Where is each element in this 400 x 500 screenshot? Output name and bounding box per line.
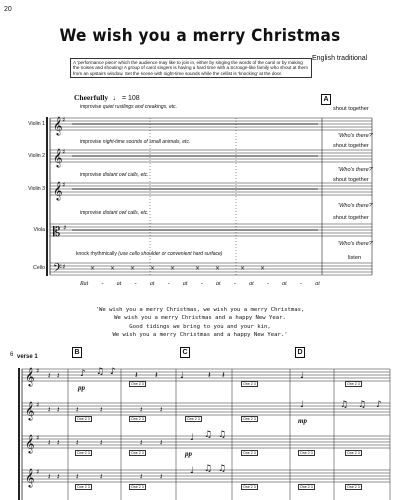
syllable: at: [149, 281, 155, 287]
svg-text:♯: ♯: [62, 263, 66, 271]
svg-text:𝄽: 𝄽: [140, 438, 143, 447]
svg-text:♯: ♯: [62, 181, 66, 189]
svg-text:𝄽: 𝄽: [140, 405, 143, 414]
svg-text:𝄽: 𝄽: [76, 438, 79, 447]
improvise-text: quiet rustlings and creakings, etc.: [102, 104, 178, 110]
svg-text:𝄽: 𝄽: [48, 472, 51, 481]
svg-text:♩: ♩: [180, 371, 185, 381]
svg-text:♫: ♫: [204, 464, 213, 474]
whos-there-4: 'Who's there?': [338, 241, 373, 247]
svg-text:♫: ♫: [218, 430, 227, 440]
count-box: One 2 3: [243, 451, 256, 455]
whos-there-2: 'Who's there?': [338, 167, 373, 173]
svg-text:𝄽: 𝄽: [48, 438, 51, 447]
svg-text:𝄽: 𝄽: [100, 438, 103, 447]
verse-label: verse 1: [17, 354, 38, 360]
svg-text:×: ×: [260, 265, 266, 272]
count-box: One 2 3: [347, 485, 360, 489]
knock-label: knock rhythmically: [76, 251, 117, 257]
svg-text:♪: ♪: [376, 400, 382, 410]
instrument-label-violin1: Violin 1: [28, 121, 45, 127]
svg-text:♩: ♩: [300, 400, 305, 410]
knock-note: (use cello shoulder or convenient hard surface): [118, 251, 223, 257]
treble-clef-icon: 𝄞: [25, 401, 35, 420]
rehearsal-mark-c: C: [180, 347, 190, 358]
dynamic-mp: mp: [298, 417, 307, 425]
svg-text:♩: ♩: [190, 466, 195, 476]
lyric-line: We wish you a merry Christmas and a happy New Year.': [112, 331, 288, 338]
treble-clef-icon: 𝄞: [25, 434, 35, 453]
svg-text:♫: ♫: [218, 464, 227, 474]
syllable: -: [101, 281, 104, 287]
svg-text:𝄽: 𝄽: [222, 371, 225, 381]
count-box: One 2 3: [347, 382, 360, 386]
syllable: -: [200, 281, 203, 287]
svg-text:×: ×: [150, 265, 156, 272]
svg-text:×: ×: [130, 265, 136, 272]
svg-text:♯: ♯: [62, 148, 66, 156]
rehearsal-mark-a: A: [321, 94, 331, 105]
instrument-label-violin2: Violin 2: [28, 153, 45, 159]
treble-clef-icon: 𝄞: [25, 468, 35, 487]
svg-text:𝄽: 𝄽: [57, 405, 60, 414]
whos-there-3: 'Who's there?': [338, 203, 373, 209]
page-title: We wish you a merry Christmas: [59, 26, 341, 46]
dynamic-pp-2: pp: [185, 450, 192, 458]
svg-text:♩: ♩: [300, 371, 305, 381]
svg-text:𝄽: 𝄽: [48, 405, 51, 414]
listen-direction: listen: [348, 255, 362, 261]
improvise-label: improvise: [80, 172, 102, 178]
alto-clef-icon: 𝄡: [53, 225, 61, 240]
syllable: -: [167, 281, 170, 287]
measure-number: 6: [10, 352, 14, 358]
count-box: One 2 3: [131, 485, 144, 489]
rehearsal-mark-b: B: [72, 347, 82, 358]
count-box: One 2 3: [77, 485, 90, 489]
improvise-label: improvise: [80, 104, 102, 110]
syllable: at: [182, 281, 188, 287]
svg-text:♯: ♯: [36, 367, 40, 375]
svg-text:𝄽: 𝄽: [160, 472, 163, 481]
count-box: One 2 3: [243, 382, 256, 386]
count-box: One 2 3: [243, 417, 256, 421]
svg-text:×: ×: [240, 265, 246, 272]
svg-text:𝄽: 𝄽: [76, 405, 79, 414]
syllable: Rat: [80, 281, 89, 287]
count-box: One 2 3: [300, 485, 313, 489]
svg-text:♯: ♯: [63, 224, 67, 232]
staff-s2-1: [22, 369, 390, 381]
svg-text:𝄽: 𝄽: [100, 472, 103, 481]
svg-text:×: ×: [195, 265, 201, 272]
bass-clef-icon: 𝄢: [53, 262, 63, 278]
count-box: One 2 3: [243, 485, 256, 489]
page-number: 20: [4, 6, 12, 13]
lyric-line: We wish you a merry Christmas and a happy New Year.: [114, 315, 286, 322]
instrument-label-viola: Viola: [33, 227, 45, 233]
svg-text:×: ×: [215, 265, 221, 272]
improvise-text: distant owl calls, etc.: [102, 172, 149, 178]
svg-text:♫: ♫: [358, 400, 367, 410]
shout-together-3: shout together: [333, 177, 369, 183]
count-box: One 2 3: [77, 417, 90, 421]
improvise-text: night-time sounds of small animals, etc.: [102, 139, 191, 145]
svg-text:𝄽: 𝄽: [160, 438, 163, 447]
syllable: at: [282, 281, 287, 287]
tempo-word: Cheerfully: [74, 93, 109, 102]
count-box: One 2 3: [187, 417, 200, 421]
svg-text:♯: ♯: [36, 401, 40, 409]
svg-text:𝄽: 𝄽: [57, 472, 60, 481]
instrument-label-cello: Cello: [33, 265, 45, 271]
svg-text:𝄽: 𝄽: [135, 371, 138, 381]
count-box: One 2 3: [77, 451, 90, 455]
count-box: One 2 3: [131, 382, 144, 386]
svg-text:×: ×: [170, 265, 176, 272]
rehearsal-mark-d: D: [295, 347, 305, 358]
treble-clef-icon: 𝄞: [53, 181, 63, 200]
shout-together-2: shout together: [333, 143, 369, 149]
lyric-line: 'We wish you a merry Christmas, we wish you a merry Christmas,: [95, 307, 305, 313]
syllable: -: [300, 281, 303, 287]
lyric-line: Good tidings we bring to you and your kin,: [129, 323, 271, 330]
treble-clef-icon: 𝄞: [53, 116, 63, 135]
instrument-label-violin3: Violin 3: [28, 186, 45, 192]
count-box: One 2 3: [300, 451, 313, 455]
svg-text:𝄽: 𝄽: [57, 438, 60, 447]
syllable: at: [215, 281, 221, 287]
syllable: -: [266, 281, 269, 287]
svg-text:𝄽: 𝄽: [48, 371, 51, 380]
svg-text:♪: ♪: [110, 367, 116, 377]
svg-text:♩: ♩: [190, 433, 195, 443]
treble-clef-icon: 𝄞: [25, 367, 35, 386]
dynamic-pp: pp: [78, 384, 85, 392]
syllable: at: [315, 281, 320, 287]
shout-together-4: shout together: [333, 215, 369, 221]
svg-text:♫: ♫: [340, 400, 349, 410]
treble-clef-icon: 𝄞: [53, 148, 63, 167]
svg-text:♯: ♯: [36, 434, 40, 442]
syllable: -: [233, 281, 236, 287]
svg-text:𝄽: 𝄽: [155, 371, 158, 381]
improvise-label: improvise: [80, 139, 102, 145]
svg-text:♪: ♪: [80, 369, 86, 379]
svg-text:𝄽: 𝄽: [100, 405, 103, 414]
shout-together-1: shout together: [333, 106, 369, 112]
svg-text:♫: ♫: [204, 430, 213, 440]
count-box: One 2 3: [347, 451, 360, 455]
count-box: One 2 3: [131, 417, 144, 421]
svg-text:𝄽: 𝄽: [140, 472, 143, 481]
improvise-label: improvise: [80, 210, 102, 216]
svg-text:♫: ♫: [96, 367, 105, 377]
svg-text:♯: ♯: [62, 116, 66, 124]
attribution: English traditional: [312, 55, 368, 62]
improvise-text: distant owl calls, etc.: [102, 210, 149, 216]
syllable: at: [116, 281, 122, 287]
svg-text:𝄽: 𝄽: [57, 371, 60, 380]
svg-text:×: ×: [90, 265, 96, 272]
performance-note: A 'performance piece' which the audience may like to join in, either by singing the words of the carol or by making the noises and shouting! A group of carol singers is having a hard time with a Scrooge-like family who shout at them from an upstairs window. Set the scene with night-time sounds while the cellist is 'knocking' at the door.: [70, 58, 312, 78]
syllable: -: [134, 281, 137, 287]
svg-text:𝄽: 𝄽: [208, 371, 211, 381]
whos-there-1: 'Who's there?': [338, 133, 373, 139]
syllable: at: [249, 281, 254, 287]
tempo-bpm: ♩ = 108: [113, 95, 140, 102]
count-box: One 2 3: [131, 451, 144, 455]
svg-text:×: ×: [110, 265, 116, 272]
svg-text:𝄽: 𝄽: [76, 472, 79, 481]
svg-text:𝄽: 𝄽: [160, 405, 163, 414]
svg-text:♯: ♯: [36, 468, 40, 476]
